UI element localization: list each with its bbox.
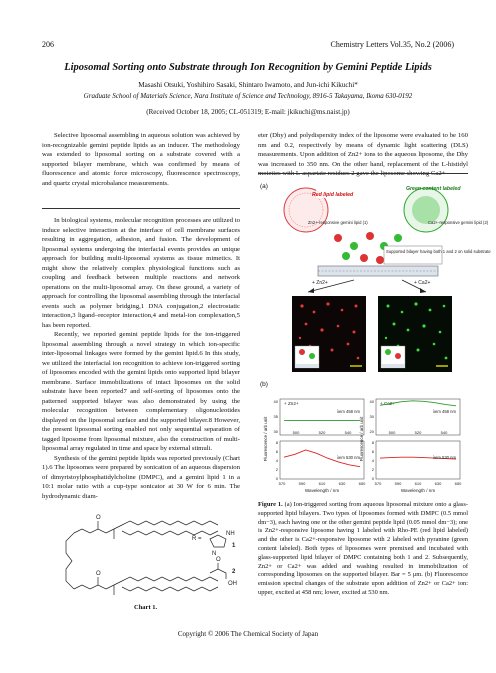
spectrum-tick-label: 6: [371, 449, 374, 454]
abstract-text: Selective liposomal assembling in aqueous solution was achieved by ion-recognizable gemini peptide lipids as an inducer. The methodology was extended to liposomal sorting on a substrate covered with a supported bilayer membrane, which was confirmed by means of fluorescence and atomic force microscopy, fluorescence spectroscopy, and quartz crystal microbalance measurements.: [42, 132, 240, 187]
supported-bilayer-label: Supported bilayer having both 1 and 2 on solid substrate: [386, 249, 491, 254]
spectrum-tick-label: 20: [369, 429, 374, 434]
received-line: (Received October 18, 2005; CL-051319; E-mail: jkikuchi@ms.naist.jp): [146, 108, 350, 116]
spectrum-tick-label: 500: [388, 430, 396, 435]
spectrum-tick-label: 30: [369, 414, 374, 419]
spectrum-x-axis-label: Wavelength / nm: [304, 488, 340, 493]
spectrum-tick-label: 30: [273, 429, 278, 434]
spectrum-tick-label: 540: [344, 430, 352, 435]
spectrum-series-label: λem 530 nm: [336, 455, 360, 460]
spectrum-tick-label: 35: [273, 414, 278, 419]
chart-atom-nh: NH: [226, 531, 235, 537]
green-content-label: Green content labeled: [406, 186, 461, 192]
spectrum-y-axis-label: Fluorescence / arb unit: [263, 416, 268, 462]
chart-1-label: Chart 1.: [134, 604, 158, 611]
spectrum-tick-label: 520: [414, 430, 422, 435]
spectrum-tick-label: 610: [414, 481, 422, 486]
spectrum-tick-label: 650: [454, 481, 462, 486]
body-paragraph: Recently, we reported gemini peptide lipids for the ion-triggered liposomal assembling through a novel strategy in which ion-specific inter-liposomal linkages were formed by the gemini lipid.6 In this study, we utilized the interfacial ion recognition to achieve ion-triggered sorting of liposomes encoded with the gemini lipids onto supported lipid bilayer membrane. Surface immobilizations of intact liposomes on the solid substrate have been reported7 and self-sorting of liposomes onto the patterned supported bilayer was also demonstrated by using the molecular recognition between complementary oligonucleotides displayed on the liposomal surface and the supported bilayer.8 However, the present liposomal sorting enabled not only sequential separation of tagged liposome from liposomal mixture, also the construction of multi-liposomal array regulated in time and space by external stimuli.: [42, 331, 240, 452]
spectrum-tick-label: 0: [371, 476, 374, 481]
caption-text: (a) Ion-triggered sorting from aqueous liposomal mixture onto a glass-supported lipid bilayers. Two types of liposomes formed with DMPC (0.5 mmol dm−3), each having one or the other gemini peptide lipid (0.05 mmol dm−3); one is Zn2+-responsive liposome having 1 labeled with Rho-PE (red lipid labeled) and the other is Ca2+-responsive liposome with 2 labeled with pyranine (green content labeled). Both types of liposomes were premixed and incubated with glass-supported lipid bilayer of DMPC containing both 1 and 2. Subsequently, Zn2+ or Ca2+ was added and washing resulted in immobilization of corresponding liposomes on the supported bilayer. Bar = 5 μm. (b) Fluorescence emission spectral changes of the substrate upon addition of Zn2+ or Ca2+ ion: upper, excited at 458 nm; lower, excited at 530 nm.: [258, 501, 468, 596]
body-left-column: [42, 216, 240, 501]
zn-arrow-label: + Zn2+: [312, 280, 328, 286]
r-label: R =: [192, 536, 202, 542]
spectrum-tick-label: 4: [275, 458, 278, 463]
panel-a-label: (a): [260, 183, 268, 190]
journal-header: Chemistry Letters Vol.35, No.2 (2006): [330, 40, 454, 49]
spectrum-tick-label: 650: [358, 481, 366, 486]
spectrum-tick-label: 630: [338, 481, 346, 486]
authors: Masashi Otsuki, Yoshihiro Sasaki, Shintaro Iwamoto, and Jun-ichi Kikuchi*: [138, 81, 358, 89]
figure-1a-schematic: [258, 180, 491, 395]
spectrum-series-label: λem 530 nm: [432, 455, 456, 460]
spectrum-tick-label: 570: [278, 481, 286, 486]
panel-b-label: (b): [260, 381, 268, 388]
spectrum-tick-label: 630: [434, 481, 442, 486]
chart-atom-n: N: [212, 551, 217, 557]
chart-atom-oh: OH: [228, 581, 237, 587]
chart-atom-o: O: [96, 515, 101, 521]
spectrum-tick-label: 2: [275, 467, 278, 472]
body-paragraph: In biological systems, molecular recognition processes are utilized to induce selective interaction at the interface of cell membrane surfaces resulting in aggregation, adhesion, and fusion. The development of liposomal systems undergoing the interfacial events provides an unique approach for building multi-liposomal systems as tissue mimetics. It might show the relatively complex physiological functions such as coupling and feedback between multiple reactions and network operations on the multi-liposomal array. On these ground, a variety of approach for controlling the liposomal assembling through the interfacial events such as polymer bridging,1 DNA conjugation,2 electrostatic interaction,3 ligand–receptor interaction,4 and metal-ion complexation,5 has been reported.: [42, 217, 240, 329]
caption-label: Figure 1.: [258, 501, 283, 508]
spectrum-ion-label: + Zn2+: [284, 401, 299, 406]
spectrum-lower-frame: [376, 441, 460, 479]
chart-atom-o: O: [96, 571, 101, 577]
spectrum-tick-label: 4: [371, 458, 374, 463]
spectrum-tick-label: 0: [275, 476, 278, 481]
ca-arrow-label: + Ca2+: [414, 280, 431, 286]
page-number: 206: [42, 40, 54, 49]
spectrum-tick-label: 6: [275, 449, 278, 454]
spectrum-series-label: λem 458 nm: [432, 409, 456, 414]
chart-1-structure: [42, 505, 242, 615]
abstract-divider: [42, 208, 240, 209]
spectrum-tick-label: 500: [292, 430, 300, 435]
spectrum-tick-label: 8: [371, 440, 374, 445]
spectrum-tick-label: 590: [394, 481, 402, 486]
spectrum-tick-label: 520: [318, 430, 326, 435]
spectrum-tick-label: 40: [369, 399, 374, 404]
spectrum-tick-label: 570: [374, 481, 382, 486]
red-lipid-label: Red lipid labeled: [312, 192, 354, 198]
affiliation: Graduate School of Materials Science, Nara Institute of Science and Technology, 8916-5 Takayama, Ikoma 630-0192: [83, 92, 413, 100]
spectrum-tick-label: 590: [298, 481, 306, 486]
spectrum-tick-label: 8: [275, 440, 278, 445]
figure-1-caption: [258, 501, 468, 598]
spectrum-tick-label: 610: [318, 481, 326, 486]
article-title: Liposomal Sorting onto Substrate through Ion Recognition by Gemini Peptide Lipids: [64, 62, 432, 73]
ca-responsive-label: Ca2+-responsive gemini lipid (2): [428, 220, 489, 225]
footer-copyright: Copyright © 2006 The Chemical Society of Japan: [177, 630, 319, 638]
zn-responsive-label: Zn2+-responsive gemini lipid (1): [308, 220, 368, 225]
spectrum-tick-label: 540: [440, 430, 448, 435]
spectrum-ion-label: + Ca2+: [380, 401, 396, 406]
spectrum-tick-label: 2: [371, 467, 374, 472]
body-paragraph: eter (Dhy) and polydispersity index of the liposome were evaluated to be 160 nm and 0.2, respectively by means of dynamic light scattering (DLS) measurements. Upon addition of Zn2+ ions to the aqueous liposome, the Dhy was increased to 350 nm. On the other hand, replacement of the L-histidyl moieties with L-aspartate residues 2 gave the liposome showing Ca2+-: [258, 132, 468, 177]
chart-atom-o: O: [216, 557, 221, 563]
spectrum-lower-frame: [280, 441, 364, 479]
spectrum-series-label: λem 458 nm: [336, 409, 360, 414]
spectrum-x-axis-label: Wavelength / nm: [400, 488, 436, 493]
compound-1-label: 1: [232, 543, 236, 549]
spectrum-y-axis-label: Fluorescence / arb unit: [359, 416, 364, 462]
right-column-divider: [258, 173, 468, 174]
body-right-column: [258, 131, 468, 179]
figure-1b-spectra: [258, 395, 468, 499]
spectrum-tick-label: 40: [273, 399, 278, 404]
abstract: [42, 131, 240, 188]
body-paragraph: Synthesis of the gemini peptide lipids was reported previously (Chart 1).6 The liposomes were prepared by sonication of an aqueous dispersion of dimyristoylphosphatidylcholine (DMPC), and a gemini lipid 1 in a 10:1 molar ratio with a cup-type sonicator at 30 W for 6 min. The hydrodynamic diam-: [42, 454, 240, 500]
compound-2-label: 2: [232, 569, 236, 575]
